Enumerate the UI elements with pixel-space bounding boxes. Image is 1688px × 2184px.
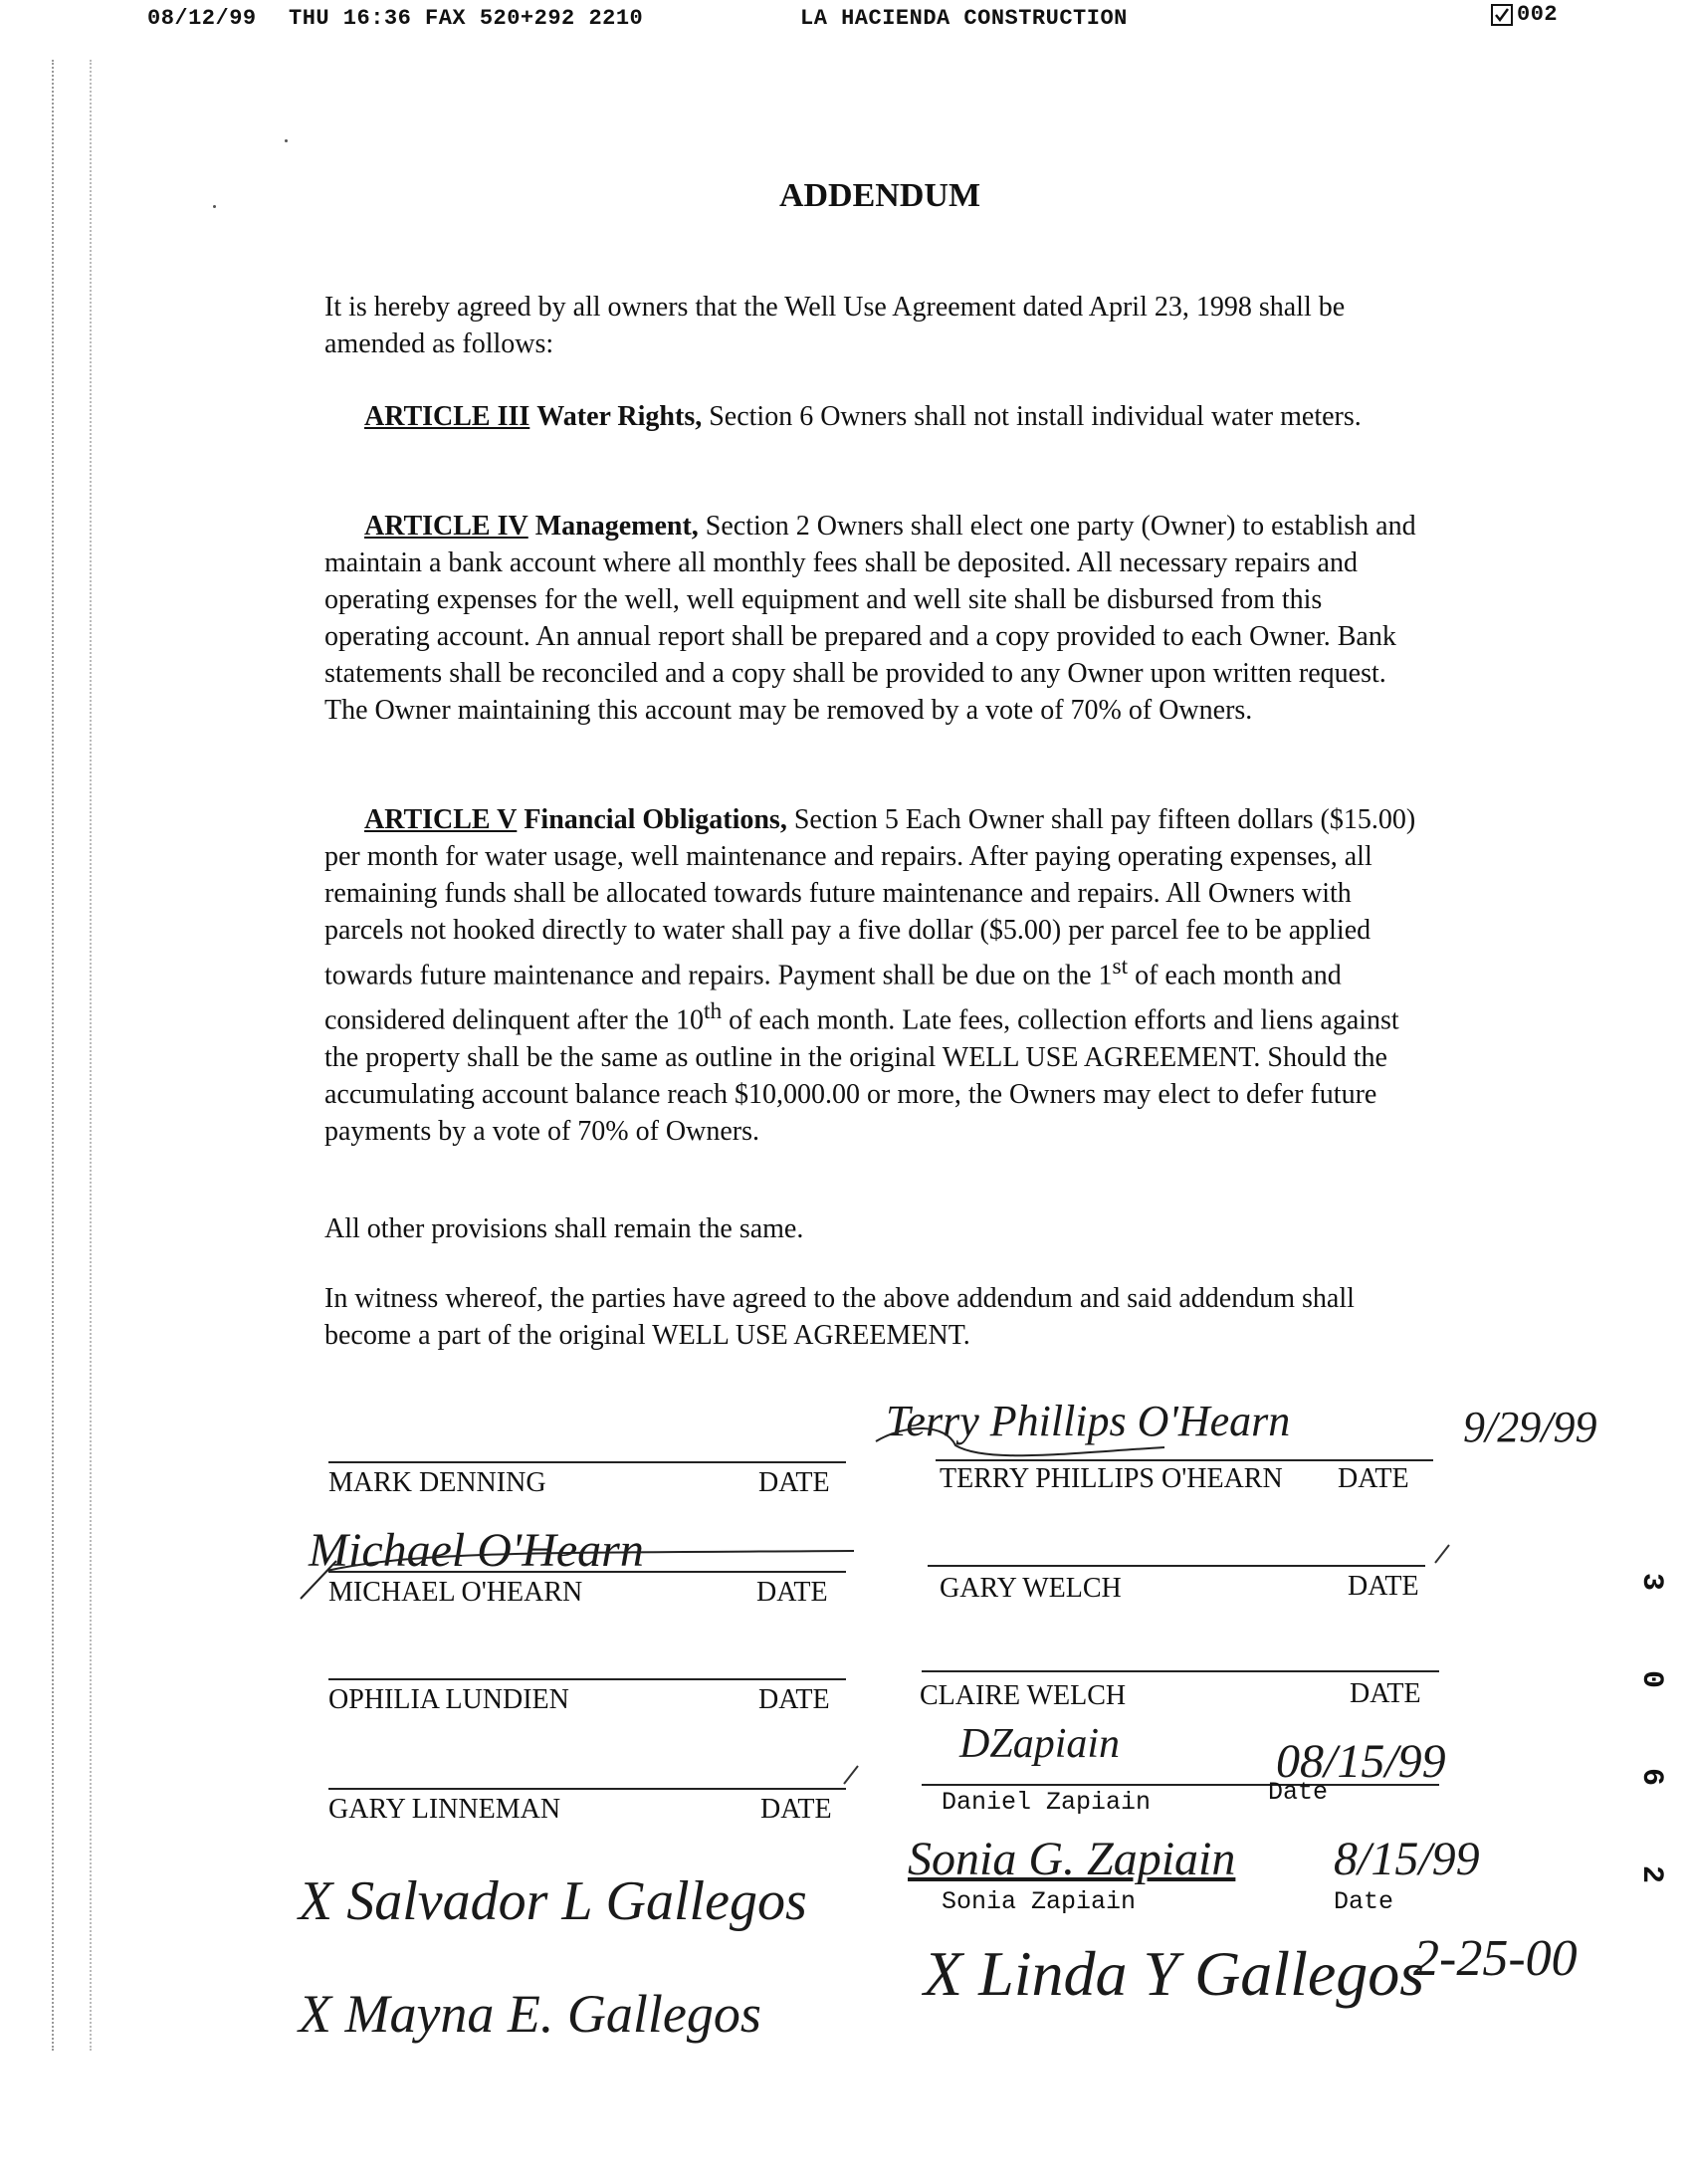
signer-name: OPHILIA LUNDIEN — [328, 1684, 569, 1715]
signer-name: TERRY PHILLIPS O'HEARN — [940, 1463, 1283, 1494]
fax-noise — [90, 60, 94, 2051]
article-5-sup-2: th — [703, 998, 723, 1025]
article-5-text-3: of each month. Late fees, collection efforts and liens against the property shall be the same as outline in the original WELL USE AGREEMENT. Should the accumulating account balance reach $10,000.00 or more, the Owners may elect to defer future payments by a vote of 70% of Owners. — [324, 1004, 1399, 1147]
fax-noise — [52, 60, 56, 2051]
page-title: ADDENDUM — [778, 177, 981, 214]
intro-text: It is hereby agreed by all owners that the Well Use Agreement dated April 23, 1998 shall be amended as follows: — [324, 292, 1346, 359]
fax-speck — [285, 139, 288, 142]
typed-date-label: Date — [1268, 1778, 1329, 1807]
signer-date-label: DATE — [1338, 1463, 1409, 1494]
margin-stamp-text: 3062 — [1634, 1573, 1668, 1964]
fax-page-number: 002 — [1517, 2, 1559, 27]
signer-date-label: DATE — [1348, 1571, 1419, 1602]
handwritten-signature-salvador: X Salvador L Gallegos — [299, 1870, 807, 1932]
article-3 — [324, 398, 1429, 435]
signature-line — [928, 1565, 1425, 1567]
signer-name: GARY WELCH — [940, 1573, 1122, 1604]
closing-provisions — [324, 1210, 1429, 1247]
article-5-topic: Financial Obligations, — [524, 804, 787, 835]
handwritten-signature-mayna: X Mayna E. Gallegos — [299, 1984, 761, 2044]
signer-name: GARY LINNEMAN — [328, 1794, 561, 1825]
signer-name: MICHAEL O'HEARN — [328, 1577, 583, 1608]
article-5-sup-1: st — [1112, 954, 1129, 980]
signature-line — [328, 1678, 846, 1680]
signer-name: MARK DENNING — [328, 1467, 546, 1498]
typed-date-label: Date — [1334, 1887, 1394, 1916]
closing-2: In witness whereof, the parties have agreed to the above addendum and said addendum shall become a part of the original WELL USE AGREEMENT. — [324, 1283, 1355, 1351]
handwritten-signature-sonia: Sonia G. Zapiain — [908, 1833, 1236, 1885]
signature-line — [922, 1670, 1439, 1672]
handwritten-signature-daniel: DZapiain — [959, 1721, 1121, 1767]
fax-company: LA HACIENDA CONSTRUCTION — [800, 6, 1128, 31]
article-5-text-2: of each month and considered delinquent after the 10 — [324, 960, 1342, 1036]
michael-signature-stroke — [297, 1541, 874, 1601]
handwritten-signature-terry: Terry Phillips O'Hearn — [886, 1397, 1291, 1445]
handwritten-date-sonia: 8/15/99 — [1334, 1833, 1480, 1885]
article-3-text: Section 6 Owners shall not install individual water meters. — [709, 401, 1362, 432]
article-3-heading: ARTICLE III — [364, 401, 530, 432]
handwritten-signature-linda: X Linda Y Gallegos — [924, 1938, 1425, 2009]
signer-date-label: DATE — [760, 1794, 832, 1825]
check-mark-icon — [842, 1764, 862, 1788]
checkbox-icon — [1491, 4, 1513, 26]
article-4-topic: Management, — [534, 511, 699, 542]
fax-date: 08/12/99 — [147, 6, 257, 31]
article-4 — [324, 508, 1429, 729]
signer-date-label: DATE — [758, 1684, 830, 1715]
signature-line — [328, 1788, 846, 1790]
signature-line — [328, 1461, 846, 1463]
typed-name: Sonia Zapiain — [942, 1887, 1137, 1916]
handwritten-date-terry: 9/29/99 — [1463, 1403, 1597, 1451]
fax-speck — [213, 205, 216, 208]
article-4-text: Section 2 Owners shall elect one party (Owner) to establish and maintain a bank account where all monthly fees shall be deposited. All necessary repairs and operating expenses for the well, well equipment and well site shall be disbursed from this operating account. An annual report shall be prepared and a copy provided to each Owner. Bank statements shall be reconciled and a copy shall be provided to any Owner upon written request. The Owner maintaining this account may be removed by a vote of 70% of Owners. — [324, 511, 1416, 726]
article-5 — [324, 801, 1429, 1150]
signer-date-label: DATE — [758, 1467, 830, 1498]
handwritten-date-linda: 2-25-00 — [1413, 1930, 1578, 1987]
fax-time-number: THU 16:36 FAX 520+292 2210 — [289, 6, 644, 31]
closing-witness — [324, 1280, 1429, 1354]
signer-name: CLAIRE WELCH — [920, 1680, 1127, 1711]
article-4-heading: ARTICLE IV — [364, 511, 528, 542]
signer-date-label: DATE — [756, 1577, 828, 1608]
typed-name: Daniel Zapiain — [942, 1788, 1152, 1817]
terry-signature-stroke — [866, 1423, 1463, 1463]
intro-paragraph — [324, 289, 1429, 362]
article-5-text-1: Section 5 Each Owner shall pay fifteen dollars ($15.00) per month for water usage, well maintenance and repairs. After paying operating expenses, all remaining funds shall be allocated towards future maintenance and repairs. All Owners with parcels not hooked directly to water shall pay a five dollar ($5.00) per parcel fee to be applied towards future maintenance and repairs. Payment shall be due on the 1 — [324, 804, 1416, 991]
article-3-topic: Water Rights, — [536, 401, 703, 432]
article-5-heading: ARTICLE V — [364, 804, 518, 835]
handwritten-date-daniel: 08/15/99 — [1276, 1735, 1446, 1788]
signer-date-label: DATE — [1350, 1678, 1421, 1709]
handwritten-signature-michael: Michael O'Hearn — [309, 1524, 644, 1577]
margin-stamp — [1632, 1573, 1672, 1964]
fax-page — [1491, 2, 1558, 27]
closing-1: All other provisions shall remain the same. — [324, 1213, 804, 1244]
check-mark-icon — [1433, 1543, 1453, 1567]
